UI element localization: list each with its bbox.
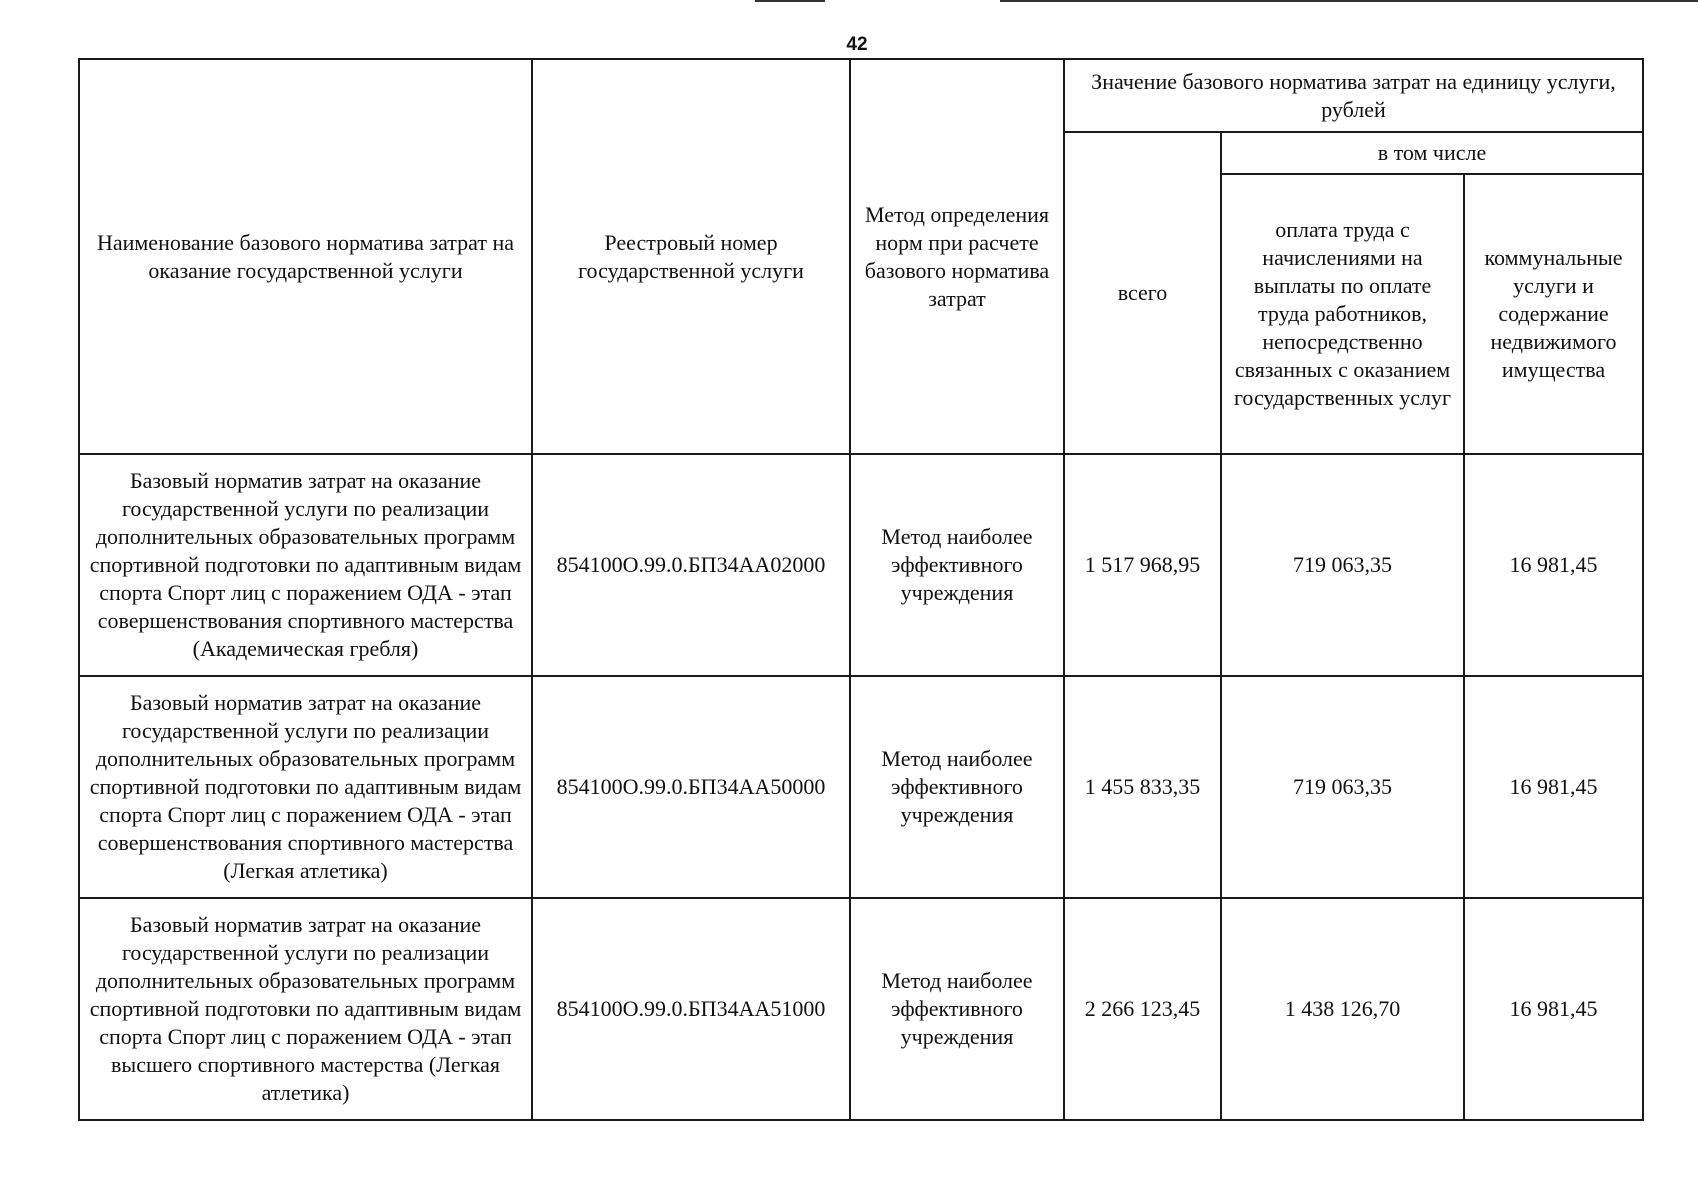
header-registry: Реестровый номер государственной услуги: [532, 59, 850, 454]
norms-table: [78, 58, 1644, 1121]
row-name: Базовый норматив затрат на оказание государственной услуги по реализации дополнительных образовательных программ спортивной подготовки по адаптивным видам спорта Спорт лиц с поражением ОДА - этап высшего спортивного мастерства (Легкая атлетика): [79, 898, 532, 1120]
table-row: [79, 898, 1643, 1120]
row-method: Метод наиболее эффективного учреждения: [850, 454, 1064, 676]
row-labor: 719 063,35: [1221, 676, 1464, 898]
row-total: 1 455 833,35: [1064, 676, 1221, 898]
table-row: [79, 676, 1643, 898]
header-name: Наименование базового норматива затрат на оказание государственной услуги: [79, 59, 532, 454]
row-utilities: 16 981,45: [1464, 454, 1643, 676]
row-utilities: 16 981,45: [1464, 676, 1643, 898]
page-number: 42: [846, 34, 868, 55]
row-labor: 1 438 126,70: [1221, 898, 1464, 1120]
row-method: Метод наиболее эффективного учреждения: [850, 898, 1064, 1120]
header-total: всего: [1064, 132, 1221, 454]
header-utilities: коммунальные услуги и содержание недвижимого имущества: [1464, 174, 1643, 454]
top-rule-right: [1000, 0, 1698, 2]
row-method: Метод наиболее эффективного учреждения: [850, 676, 1064, 898]
header-including: в том числе: [1221, 132, 1643, 174]
row-name: Базовый норматив затрат на оказание государственной услуги по реализации дополнительных образовательных программ спортивной подготовки по адаптивным видам спорта Спорт лиц с поражением ОДА - этап совершенствования спортивного мастерства (Академическая гребля): [79, 454, 532, 676]
header-row-1: [79, 59, 1643, 132]
row-total: 1 517 968,95: [1064, 454, 1221, 676]
header-value-group: Значение базового норматива затрат на единицу услуги, рублей: [1064, 59, 1643, 132]
table-row: [79, 454, 1643, 676]
row-name: Базовый норматив затрат на оказание государственной услуги по реализации дополнительных образовательных программ спортивной подготовки по адаптивным видам спорта Спорт лиц с поражением ОДА - этап совершенствования спортивного мастерства (Легкая атлетика): [79, 676, 532, 898]
row-registry: 854100О.99.0.БП34АА51000: [532, 898, 850, 1120]
header-labor: оплата труда с начислениями на выплаты по оплате труда работников, непосредственно связанных с оказанием государственных услуг: [1221, 174, 1464, 454]
row-registry: 854100О.99.0.БП34АА02000: [532, 454, 850, 676]
row-total: 2 266 123,45: [1064, 898, 1221, 1120]
row-labor: 719 063,35: [1221, 454, 1464, 676]
top-rule-left: [755, 0, 825, 2]
row-registry: 854100О.99.0.БП34АА50000: [532, 676, 850, 898]
header-method: Метод определения норм при расчете базового норматива затрат: [850, 59, 1064, 454]
row-utilities: 16 981,45: [1464, 898, 1643, 1120]
